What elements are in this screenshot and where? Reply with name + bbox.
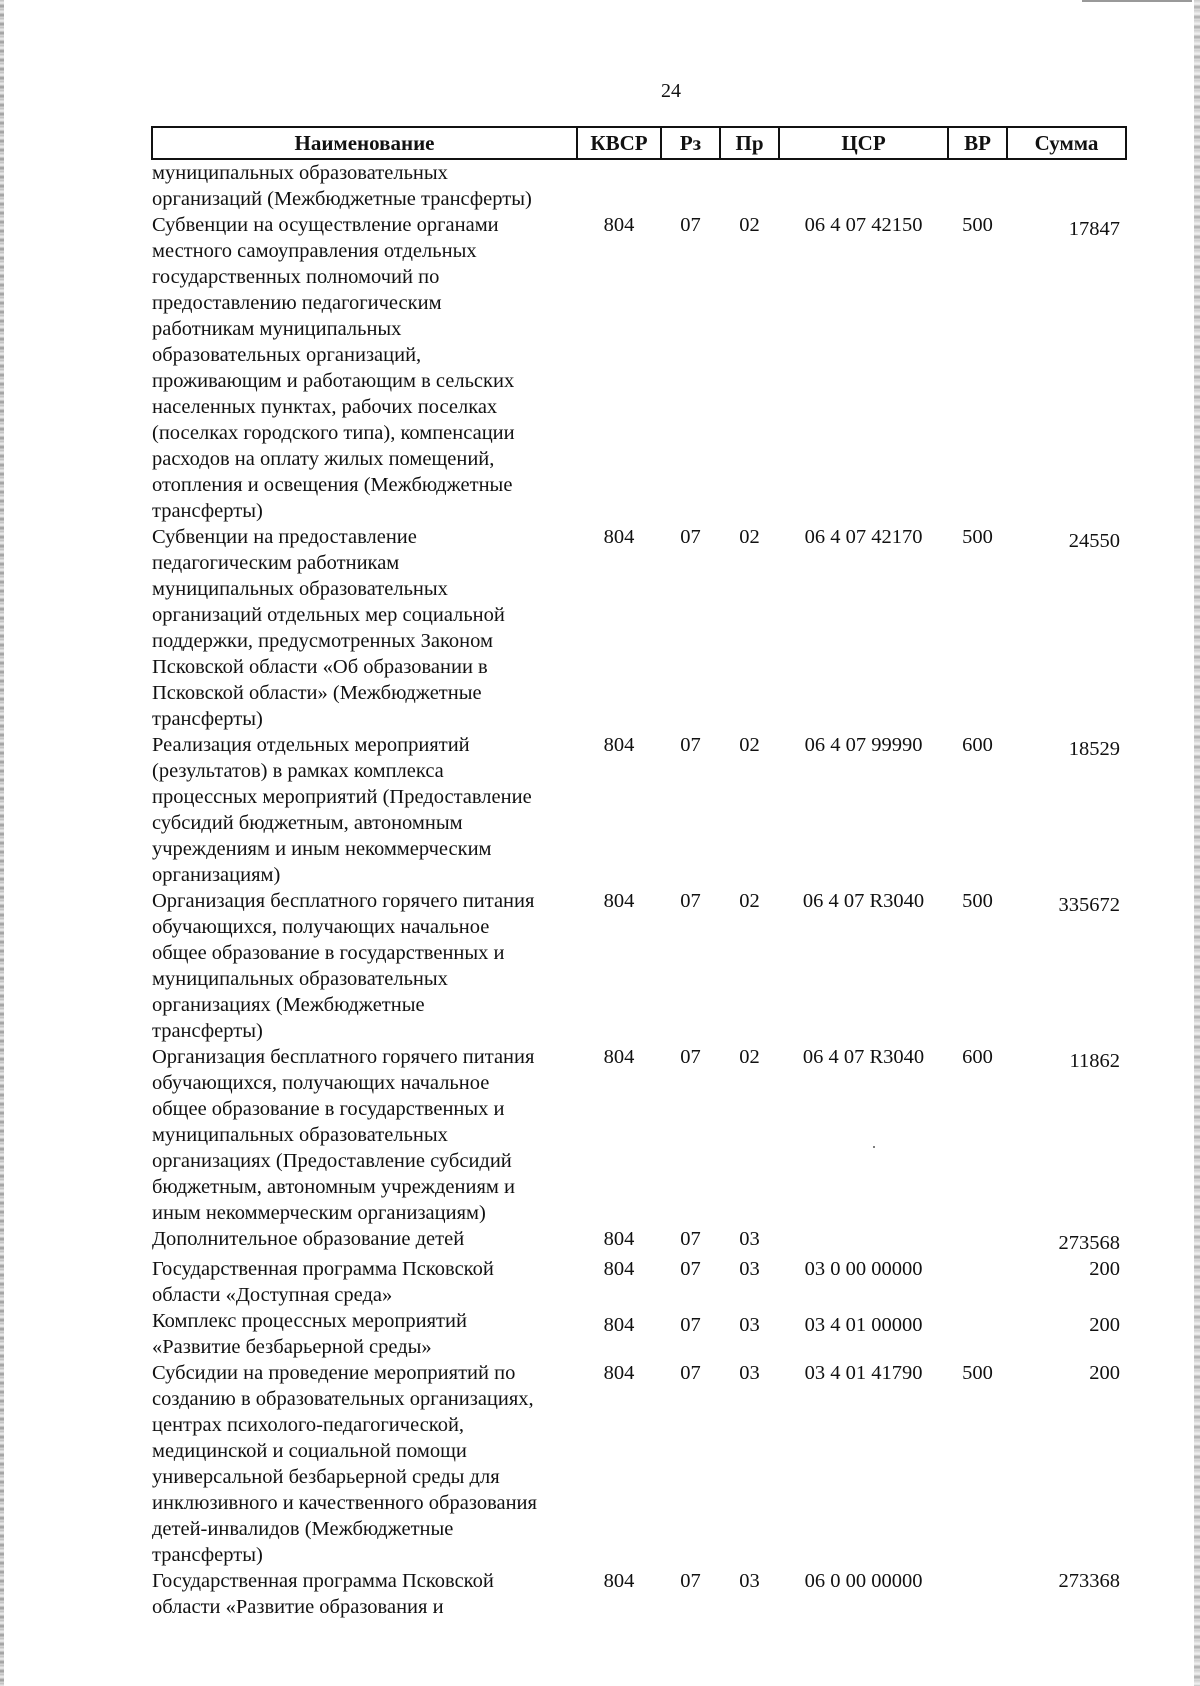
cell-kvsr: 804 (603, 214, 635, 236)
cell-pr: 03 (739, 1258, 760, 1280)
cell-csr: 06 4 07 42150 (804, 214, 923, 236)
table-row (152, 1308, 1126, 1360)
cell-vr: 500 (962, 890, 993, 912)
header-csr: ЦСР (779, 127, 948, 159)
cell-sum: 200 (1089, 1314, 1120, 1336)
cell-kvsr: 804 (603, 734, 635, 756)
cell-sum: 335672 (1058, 894, 1120, 916)
cell-vr: 600 (962, 1046, 993, 1068)
header-kvsr: КВСР (577, 127, 661, 159)
cell-pr: 03 (739, 1570, 760, 1592)
cell-name: Комплекс процессных мероприятий «Развитие безбарьерной среды» (152, 1310, 467, 1358)
cell-name: Дополнительное образование детей (152, 1228, 465, 1250)
cell-pr: 02 (739, 214, 760, 236)
scan-edge-right (1194, 0, 1200, 1686)
table-row (152, 888, 1126, 1044)
cell-sum: 11862 (1069, 1050, 1120, 1072)
cell-csr: 06 4 07 R3040 (802, 890, 925, 912)
table-row (152, 524, 1126, 732)
cell-kvsr: 804 (603, 1314, 635, 1336)
cell-sum: 18529 (1068, 738, 1120, 760)
cell-pr: 03 (739, 1362, 760, 1384)
cell-rz: 07 (680, 214, 701, 236)
cell-rz: 07 (680, 1314, 701, 1336)
cell-name: Субвенции на осуществление органами местного самоуправления отдельных государственных полномочий по предоставлению педагогическим работникам муниципальных образовательных организаций, проживающим и работающим в сельских населенных пунктах, рабочих поселках (поселках городского типа), компенсации расходов на оплату жилых помещений, отопления и освещения (Межбюджетные трансферты) (152, 214, 515, 522)
cell-vr: 500 (962, 1362, 993, 1384)
cell-name: муниципальных образовательных организаций (Межбюджетные трансферты) (152, 162, 532, 210)
cell-vr (948, 1256, 1007, 1308)
table-row (152, 159, 1126, 212)
cell-csr: 06 4 07 42170 (804, 526, 923, 548)
scan-edge-left (0, 0, 4, 1686)
cell-name: Государственная программа Псковской области «Доступная среда» (152, 1258, 494, 1306)
cell-vr (948, 159, 1007, 212)
cell-rz: 07 (680, 734, 701, 756)
cell-sum: 273368 (1058, 1570, 1120, 1592)
cell-kvsr: 804 (603, 1362, 635, 1384)
cell-pr: 03 (739, 1314, 760, 1336)
cell-csr: 06 0 00 00000 (804, 1570, 923, 1592)
cell-kvsr: 804 (603, 1258, 635, 1280)
cell-sum: 200 (1089, 1258, 1120, 1280)
cell-name: Организация бесплатного горячего питания обучающихся, получающих начальное общее образование в государственных и муниципальных образовательных организациях (Предоставление субсидий бюджетным, автономным учреждениям и иным некоммерческим организациям) (152, 1046, 535, 1224)
table-row (152, 732, 1126, 888)
cell-sum (1007, 159, 1126, 212)
table-row (152, 1256, 1126, 1308)
cell-pr (720, 159, 779, 212)
cell-vr: 600 (962, 734, 993, 756)
cell-name: Организация бесплатного горячего питания обучающихся, получающих начальное общее образование в государственных и муниципальных образовательных организациях (Межбюджетные трансферты) (152, 890, 535, 1042)
cell-pr: 03 (739, 1228, 760, 1250)
cell-rz: 07 (680, 1362, 701, 1384)
cell-rz: 07 (680, 1046, 701, 1068)
table-row (152, 1044, 1126, 1226)
cell-csr: 03 0 00 00000 (804, 1258, 923, 1280)
table-row (152, 1226, 1126, 1256)
cell-name: Государственная программа Псковской области «Развитие образования и (152, 1570, 494, 1618)
page-number: 24 (661, 80, 681, 102)
cell-name: Субсидии на проведение мероприятий по созданию в образовательных организациях, центрах психолого-педагогической, медицинской и социальной помощи универсальной безбарьерной среды для инклюзивного и качественного образования детей-инвалидов (Межбюджетные трансферты) (152, 1362, 537, 1566)
cell-csr: 06 4 07 R3040 (802, 1046, 925, 1068)
cell-csr: 03 4 01 00000 (804, 1314, 923, 1336)
cell-pr: 02 (739, 1046, 760, 1068)
table-header-row (152, 127, 1126, 159)
header-sum: Сумма (1007, 127, 1126, 159)
cell-sum: 273568 (1058, 1232, 1120, 1254)
table-row (152, 1568, 1126, 1620)
cell-name: Реализация отдельных мероприятий (результатов) в рамках комплекса процессных мероприятий (Предоставление субсидий бюджетным, автономным учреждениям и иным некоммерческим организациям) (152, 734, 532, 886)
cell-vr (948, 1226, 1007, 1256)
cell-rz: 07 (680, 890, 701, 912)
cell-kvsr: 804 (603, 526, 635, 548)
cell-csr (779, 1226, 948, 1256)
cell-kvsr: 804 (603, 1046, 635, 1068)
table-row (152, 212, 1126, 524)
table-row (152, 1360, 1126, 1568)
cell-csr: 06 4 07 99990 (804, 734, 923, 756)
header-rz: Рз (661, 127, 720, 159)
cell-kvsr (577, 159, 661, 212)
cell-vr: 500 (962, 214, 993, 236)
header-pr: Пр (720, 127, 779, 159)
cell-sum: 200 (1089, 1362, 1120, 1384)
cell-vr (948, 1568, 1007, 1620)
cell-csr (779, 159, 948, 212)
cell-kvsr: 804 (603, 1570, 635, 1592)
cell-pr: 02 (739, 526, 760, 548)
cell-vr (948, 1308, 1007, 1360)
cell-kvsr: 804 (603, 890, 635, 912)
cell-sum: 17847 (1068, 218, 1120, 240)
header-vr: ВР (948, 127, 1007, 159)
cell-rz: 07 (680, 1258, 701, 1280)
cell-pr: 02 (739, 890, 760, 912)
cell-rz (661, 159, 720, 212)
header-name: Наименование (152, 127, 577, 159)
cell-rz: 07 (680, 526, 701, 548)
cell-csr: 03 4 01 41790 (804, 1362, 923, 1384)
cell-sum: 24550 (1068, 530, 1120, 552)
budget-table (151, 126, 1127, 1620)
cell-name: Субвенции на предоставление педагогическим работникам муниципальных образовательных организаций отдельных мер социальной поддержки, предусмотренных Законом Псковской области «Об образовании в Псковской области» (Межбюджетные трансферты) (152, 526, 505, 730)
cell-kvsr: 804 (603, 1228, 635, 1250)
cell-vr: 500 (962, 526, 993, 548)
cell-rz: 07 (680, 1228, 701, 1250)
cell-rz: 07 (680, 1570, 701, 1592)
cell-pr: 02 (739, 734, 760, 756)
scan-edge-top (1082, 0, 1192, 2)
